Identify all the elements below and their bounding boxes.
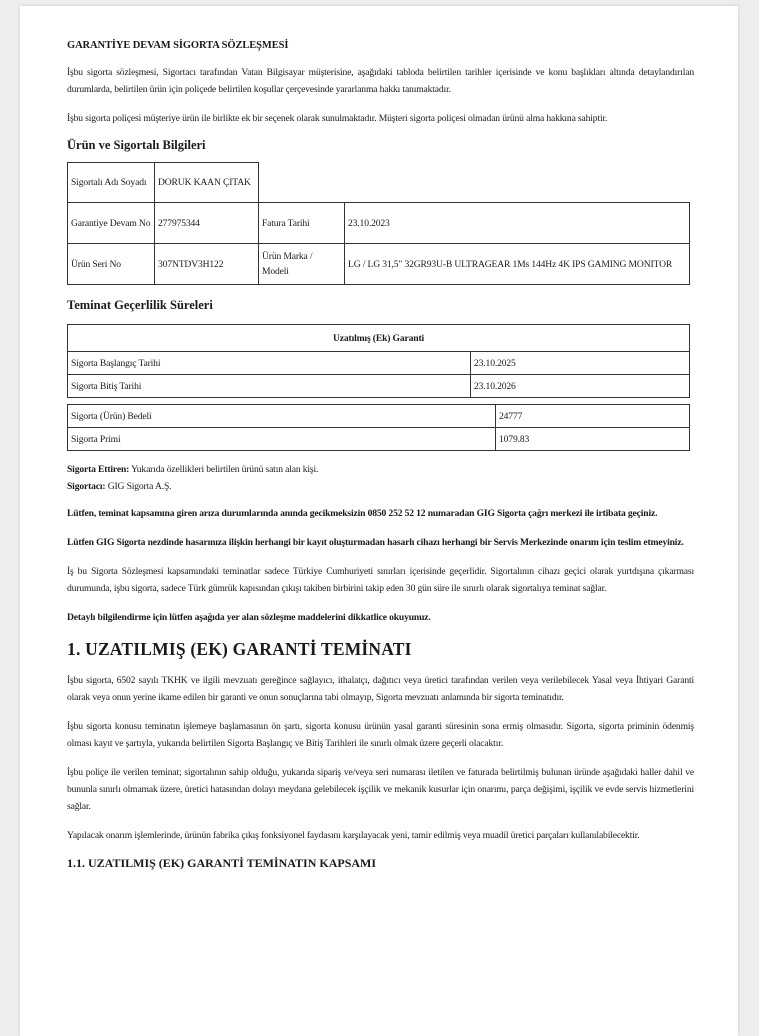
document-content [67, 40, 694, 871]
section-1-paragraph-2: İşbu sigorta konusu teminatın işlemeye başlamasının ön şartı, sigorta konusu ürünün yasal garanti süresinin sona ermiş olmasıdır. Sigorta, sigorta priminin ödenmiş olması kayıt ve şartıyla, yukarıda belirtilen Sigorta Başlangıç ve Bitiş Tarihleri ile sınırlı olmak üzere geçerli olacaktır. [67, 721, 694, 749]
insurer-label: Sigortacı: [67, 481, 106, 492]
brand-model-value: LG / LG 31,5" 32GR93U-B ULTRAGEAR 1Ms 144Hz 4K IPS GAMING MONITOR [345, 244, 690, 285]
policyholder-label: Sigorta Ettiren: [67, 464, 130, 475]
intro-paragraph-2: İşbu sigorta poliçesi müşteriye ürün ile birlikte ek bir seçenek olarak sunulmaktadır. Müşteri sigorta poliçesi olmadan ürünü alma hakkına sahiptir. [67, 113, 608, 124]
validity-heading: Teminat Geçerlilik Süreleri [67, 298, 213, 312]
section-1-paragraph-4: Yapılacak onarım işlemlerinde, ürünün fabrika çıkış fonksiyonel faydasını karşılayacak yeni, tamir edilmiş veya muadil üretici parçaları kullanılabilecektir. [67, 830, 640, 841]
guarantee-no-label: Garantiye Devam No [68, 203, 155, 244]
empty-cell [259, 163, 690, 203]
guarantee-no-value: 277975344 [155, 203, 259, 244]
insured-name-label: Sigortalı Adı Soyadı [68, 163, 155, 203]
section-1-heading: 1. UZATILMIŞ (EK) GARANTİ TEMİNATI [67, 639, 412, 659]
section-1-paragraph-3: İşbu poliçe ile verilen teminat; sigortalının sahip olduğu, yukarıda sipariş ve/veya seri numarası iletilen ve faturada belirtilmiş bulunan üründe aşağıdaki haller dahil ve bununla sınırlı olmamak üzere, üretici hatasından dolayı meydana gelebilecek işçilik ve mekanik kusurlar için onarımı, parça değişimi, işçilik ve evde servis hizmetlerini sağlar. [67, 767, 694, 812]
end-date-value: 23.10.2026 [471, 375, 690, 398]
premium-table [67, 404, 690, 451]
validity-table-header: Uzatılmış (Ek) Garanti [68, 325, 690, 352]
territory-paragraph: İş bu Sigorta Sözleşmesi kapsamındaki teminatlar sadece Türkiye Cumhuriyeti sınırları içerisinde geçerlidir. Sigortalının cihazı geçici olarak yurtdışına çıkarması durumunda, işbu sigorta, sadece Türk gümrük kapısından çıkışı takiben birbirini takip eden 30 gün süre ile sınırlı olarak sigortalıya teminat sağlar. [67, 566, 694, 594]
end-date-label: Sigorta Bitiş Tarihi [68, 375, 471, 398]
detail-notice: Detaylı bilgilendirme için lütfen aşağıda yer alan sözleşme maddelerini dikkatlice okuyunuz. [67, 612, 431, 623]
section-1-1-heading: 1.1. UZATILMIŞ (EK) GARANTİ TEMİNATIN KAPSAMI [67, 856, 377, 870]
validity-table [67, 324, 690, 398]
start-date-value: 23.10.2025 [471, 352, 690, 375]
serial-label: Ürün Seri No [68, 244, 155, 285]
intro-paragraph-1: İşbu sigorta sözleşmesi, Sigortacı tarafından Vatan Bilgisayar müşterisine, aşağıdaki tabloda belirtilen tarihler içerisinde ve konu başlıkları altında detaylandırılan durumlarda, belirtilen ürün için poliçede belirtilen koşullar çerçevesinde yararlanma hakkı tanımaktadır. [67, 67, 694, 95]
start-date-label: Sigorta Başlangıç Tarihi [68, 352, 471, 375]
document-page [20, 6, 738, 1036]
premium-label: Sigorta Primi [68, 428, 496, 451]
policyholder-value: Yukarıda özellikleri belirtilen ürünü satın alan kişi. [129, 464, 319, 475]
table-row [68, 428, 690, 451]
insured-name-value: DORUK KAAN ÇITAK [155, 163, 259, 203]
premium-value: 1079.83 [496, 428, 690, 451]
invoice-date-label: Fatura Tarihi [259, 203, 345, 244]
brand-model-label: Ürün Marka / Modeli [259, 244, 345, 285]
insured-value-label: Sigorta (Ürün) Bedeli [68, 405, 496, 428]
service-center-notice: Lütfen GIG Sigorta nezdinde hasarınıza ilişkin herhangi bir kayıt oluşturmadan hasarlı cihazı herhangi bir Servis Merkezinde onarım için teslim etmeyiniz. [67, 537, 684, 548]
table-row [68, 375, 690, 398]
insured-value-value: 24777 [496, 405, 690, 428]
table-row [68, 325, 690, 352]
table-row [68, 405, 690, 428]
invoice-date-value: 23.10.2023 [345, 203, 690, 244]
product-info-table [67, 162, 690, 285]
policyholder-line [67, 461, 694, 478]
table-row [68, 352, 690, 375]
insurer-value: GIG Sigorta A.Ş. [105, 481, 172, 492]
product-info-heading: Ürün ve Sigortalı Bilgileri [67, 138, 206, 152]
insurer-line [67, 478, 694, 495]
call-center-notice: Lütfen, teminat kapsamına giren arıza durumlarında anında gecikmeksizin 0850 252 52 12 numaradan GIG Sigorta çağrı merkezi ile irtibata geçiniz. [67, 508, 658, 519]
serial-value: 307NTDV3H122 [155, 244, 259, 285]
table-row [68, 203, 690, 244]
table-row [68, 244, 690, 285]
section-1-paragraph-1: İşbu sigorta, 6502 sayılı TKHK ve ilgili mevzuatı gereğince sağlayıcı, ithalatçı, dağıtıcı veya üretici tarafından verilen veya verilebilecek Yasal veya İhtiyari Garanti olarak veya onun yerine ikame edilen bir garanti ve onun sonuçlarına tabi olmayıp, Sigorta mevzuatı anlamında bir sigorta teminatıdır. [67, 675, 694, 703]
table-row [68, 163, 690, 203]
document-title: GARANTİYE DEVAM SİGORTA SÖZLEŞMESİ [67, 40, 289, 51]
